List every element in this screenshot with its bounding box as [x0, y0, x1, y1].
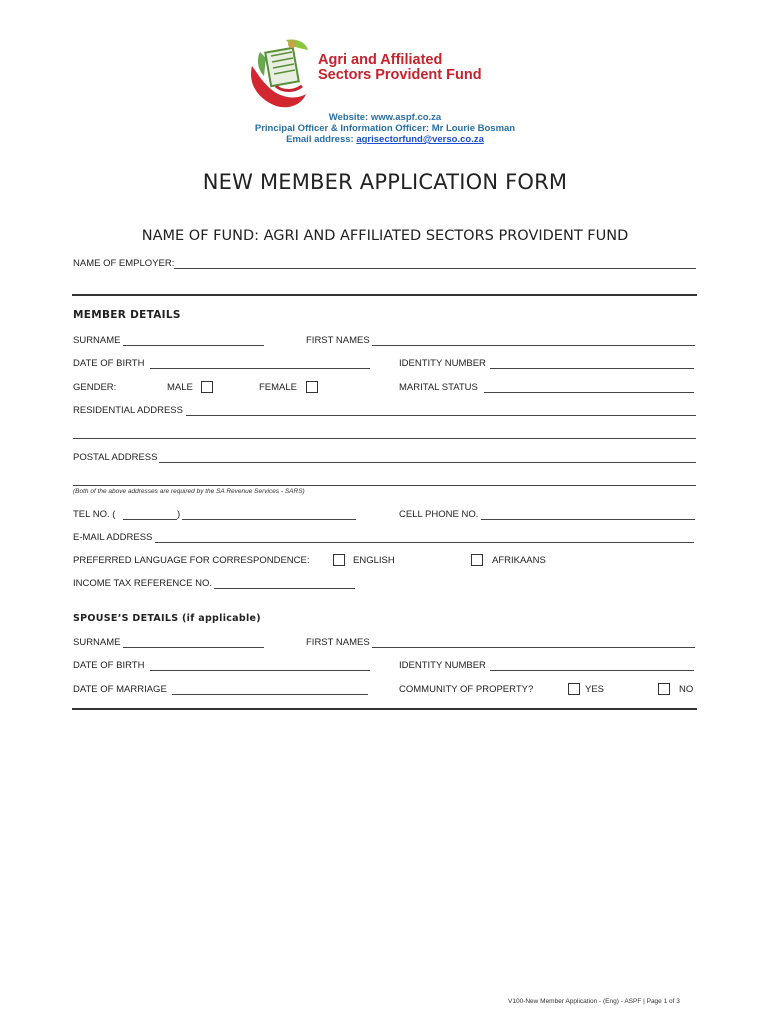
- community-no-label: NO: [679, 684, 694, 695]
- marital-status-field[interactable]: [484, 392, 694, 393]
- member-surname-field[interactable]: [123, 345, 264, 346]
- residential-address-label: RESIDENTIAL ADDRESS: [73, 405, 183, 416]
- member-dob-field[interactable]: [150, 368, 370, 369]
- member-id-field[interactable]: [490, 368, 694, 369]
- male-checkbox[interactable]: [201, 381, 213, 393]
- community-yes-label: YES: [585, 684, 605, 695]
- english-label: ENGLISH: [353, 555, 395, 566]
- spouse-surname-field[interactable]: [123, 647, 264, 648]
- member-id-label: IDENTITY NUMBER: [399, 358, 486, 369]
- tax-ref-field[interactable]: [214, 588, 355, 589]
- form-title: NEW MEMBER APPLICATION FORM: [202, 170, 568, 194]
- logo-line-1: Agri and Affiliated: [318, 52, 443, 68]
- member-dob-label: DATE OF BIRTH: [73, 358, 145, 369]
- postal-address-field-1[interactable]: [159, 462, 696, 463]
- male-label: MALE: [167, 382, 193, 393]
- employer-field[interactable]: [174, 268, 696, 269]
- member-details-heading: MEMBER DETAILS: [73, 309, 181, 321]
- email-address-field[interactable]: [155, 542, 694, 543]
- cell-phone-label: CELL PHONE NO.: [399, 509, 479, 520]
- tel-number-field[interactable]: [182, 519, 356, 520]
- email-link[interactable]: agrisectorfund@verso.co.za: [356, 134, 484, 145]
- female-checkbox[interactable]: [306, 381, 318, 393]
- spouse-first-names-field[interactable]: [372, 647, 695, 648]
- spouse-surname-label: SURNAME: [73, 637, 121, 648]
- fund-logo: [246, 36, 318, 110]
- email-line: [0, 134, 770, 145]
- marital-status-label: MARITAL STATUS: [399, 382, 478, 393]
- community-yes-checkbox[interactable]: [568, 683, 580, 695]
- gender-label: GENDER:: [73, 382, 117, 393]
- postal-address-label: POSTAL ADDRESS: [73, 452, 158, 463]
- member-surname-label: SURNAME: [73, 335, 121, 346]
- english-checkbox[interactable]: [333, 554, 345, 566]
- fund-name: NAME OF FUND: AGRI AND AFFILIATED SECTORS PROVIDENT FUND: [141, 228, 629, 244]
- tel-close-paren: ): [177, 509, 181, 520]
- spouse-id-field[interactable]: [490, 670, 694, 671]
- employer-label: NAME OF EMPLOYER:: [73, 258, 175, 269]
- spouse-id-label: IDENTITY NUMBER: [399, 660, 486, 671]
- residential-address-field-1[interactable]: [186, 415, 696, 416]
- section-divider-top: [72, 294, 697, 296]
- address-note: (Both of the above addresses are required by the SA Revenue Services - SARS): [73, 488, 305, 495]
- page-footer: V100-New Member Application - (Eng) - ASPF | Page 1 of 3: [508, 998, 680, 1005]
- member-first-names-field[interactable]: [372, 345, 695, 346]
- community-property-label: COMMUNITY OF PROPERTY?: [399, 684, 534, 695]
- afrikaans-checkbox[interactable]: [471, 554, 483, 566]
- website-text: Website: www.aspf.co.za: [328, 112, 442, 123]
- spouse-details-heading: SPOUSE’S DETAILS (if applicable): [73, 613, 261, 624]
- spouse-dob-label: DATE OF BIRTH: [73, 660, 145, 671]
- marriage-date-field[interactable]: [172, 694, 368, 695]
- fund-logo-text: [318, 53, 482, 83]
- tel-label: TEL NO. (: [73, 509, 116, 520]
- email-label: Email address:: [286, 134, 357, 145]
- tel-area-code-field[interactable]: [123, 519, 177, 520]
- spouse-first-names-label: FIRST NAMES: [306, 637, 370, 648]
- language-label: PREFERRED LANGUAGE FOR CORRESPONDENCE:: [73, 555, 310, 566]
- tax-ref-label: INCOME TAX REFERENCE NO.: [73, 578, 212, 589]
- email-address-label: E-MAIL ADDRESS: [73, 532, 153, 543]
- member-first-names-label: FIRST NAMES: [306, 335, 370, 346]
- cell-phone-field[interactable]: [481, 519, 695, 520]
- afrikaans-label: AFRIKAANS: [492, 555, 546, 566]
- female-label: FEMALE: [259, 382, 298, 393]
- officer-text: Principal Officer & Information Officer: Mr Lourie Bosman: [254, 123, 516, 134]
- spouse-dob-field[interactable]: [150, 670, 370, 671]
- postal-address-field-2[interactable]: [73, 485, 696, 486]
- marriage-date-label: DATE OF MARRIAGE: [73, 684, 167, 695]
- logo-line-2: Sectors Provident Fund: [318, 67, 482, 83]
- residential-address-field-2[interactable]: [73, 438, 696, 439]
- section-divider-bottom: [72, 708, 697, 710]
- community-no-checkbox[interactable]: [658, 683, 670, 695]
